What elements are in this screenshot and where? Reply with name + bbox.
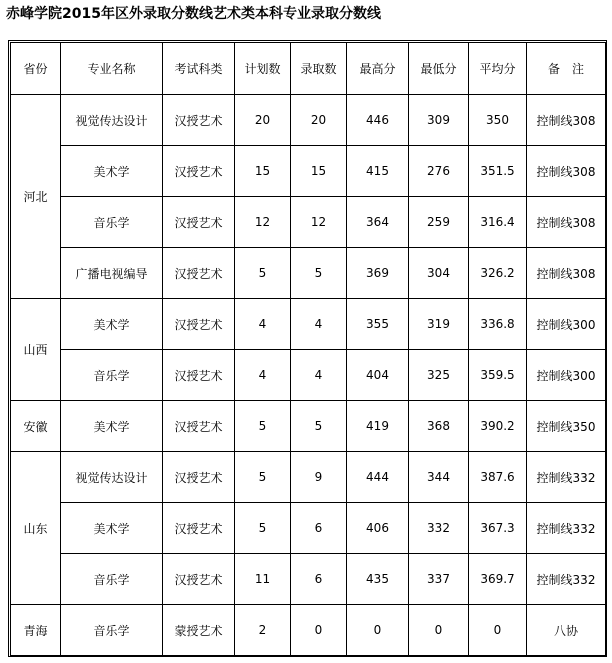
admitted-count-cell: 20	[291, 95, 347, 146]
page-title: 赤峰学院2015年区外录取分数线艺术类本科专业录取分数线	[6, 6, 381, 22]
major-cell: 音乐学	[61, 554, 163, 605]
admitted-count-cell: 0	[291, 605, 347, 656]
max-score-cell: 406	[347, 503, 409, 554]
subject-type-cell: 汉授艺术	[163, 299, 235, 350]
note-cell: 控制线308	[527, 248, 606, 299]
plan-count-cell: 2	[235, 605, 291, 656]
header-row	[11, 43, 606, 95]
avg-score-cell: 326.2	[469, 248, 527, 299]
max-score-cell: 0	[347, 605, 409, 656]
avg-score-cell: 336.8	[469, 299, 527, 350]
plan-count-cell: 5	[235, 452, 291, 503]
avg-score-cell: 316.4	[469, 197, 527, 248]
note-cell: 控制线332	[527, 503, 606, 554]
avg-score-cell: 0	[469, 605, 527, 656]
max-score-cell: 364	[347, 197, 409, 248]
note-cell: 控制线308	[527, 146, 606, 197]
max-score-cell: 404	[347, 350, 409, 401]
table-row	[11, 350, 606, 401]
table-row	[11, 146, 606, 197]
header-cell: 最高分	[347, 43, 409, 95]
min-score-cell: 304	[409, 248, 469, 299]
min-score-cell: 259	[409, 197, 469, 248]
note-cell: 控制线350	[527, 401, 606, 452]
table-row	[11, 503, 606, 554]
max-score-cell: 355	[347, 299, 409, 350]
note-cell: 控制线308	[527, 95, 606, 146]
major-cell: 视觉传达设计	[61, 95, 163, 146]
plan-count-cell: 5	[235, 503, 291, 554]
min-score-cell: 319	[409, 299, 469, 350]
note-cell: 八协	[527, 605, 606, 656]
min-score-cell: 368	[409, 401, 469, 452]
max-score-cell: 419	[347, 401, 409, 452]
header-cell: 录取数	[291, 43, 347, 95]
major-cell: 音乐学	[61, 605, 163, 656]
max-score-cell: 444	[347, 452, 409, 503]
table-row	[11, 197, 606, 248]
subject-type-cell: 汉授艺术	[163, 95, 235, 146]
province-cell: 山东	[11, 452, 61, 605]
subject-type-cell: 汉授艺术	[163, 350, 235, 401]
major-cell: 视觉传达设计	[61, 452, 163, 503]
avg-score-cell: 359.5	[469, 350, 527, 401]
major-cell: 美术学	[61, 146, 163, 197]
avg-score-cell: 387.6	[469, 452, 527, 503]
table-row	[11, 299, 606, 350]
major-cell: 音乐学	[61, 350, 163, 401]
max-score-cell: 446	[347, 95, 409, 146]
major-cell: 美术学	[61, 503, 163, 554]
table-row	[11, 452, 606, 503]
plan-count-cell: 4	[235, 299, 291, 350]
subject-type-cell: 汉授艺术	[163, 248, 235, 299]
min-score-cell: 309	[409, 95, 469, 146]
min-score-cell: 325	[409, 350, 469, 401]
subject-type-cell: 蒙授艺术	[163, 605, 235, 656]
header-cell: 备 注	[527, 43, 606, 95]
plan-count-cell: 4	[235, 350, 291, 401]
major-cell: 音乐学	[61, 197, 163, 248]
max-score-cell: 435	[347, 554, 409, 605]
admitted-count-cell: 5	[291, 248, 347, 299]
plan-count-cell: 11	[235, 554, 291, 605]
admitted-count-cell: 5	[291, 401, 347, 452]
avg-score-cell: 350	[469, 95, 527, 146]
min-score-cell: 332	[409, 503, 469, 554]
min-score-cell: 344	[409, 452, 469, 503]
admitted-count-cell: 4	[291, 299, 347, 350]
admitted-count-cell: 12	[291, 197, 347, 248]
avg-score-cell: 351.5	[469, 146, 527, 197]
admitted-count-cell: 9	[291, 452, 347, 503]
province-cell: 山西	[11, 299, 61, 401]
plan-count-cell: 5	[235, 401, 291, 452]
min-score-cell: 276	[409, 146, 469, 197]
max-score-cell: 369	[347, 248, 409, 299]
admitted-count-cell: 15	[291, 146, 347, 197]
header-cell: 专业名称	[61, 43, 163, 95]
note-cell: 控制线300	[527, 299, 606, 350]
province-cell: 青海	[11, 605, 61, 656]
plan-count-cell: 15	[235, 146, 291, 197]
plan-count-cell: 20	[235, 95, 291, 146]
province-cell: 河北	[11, 95, 61, 299]
note-cell: 控制线332	[527, 452, 606, 503]
plan-count-cell: 12	[235, 197, 291, 248]
major-cell: 广播电视编导	[61, 248, 163, 299]
major-cell: 美术学	[61, 299, 163, 350]
avg-score-cell: 390.2	[469, 401, 527, 452]
note-cell: 控制线332	[527, 554, 606, 605]
subject-type-cell: 汉授艺术	[163, 452, 235, 503]
note-cell: 控制线300	[527, 350, 606, 401]
subject-type-cell: 汉授艺术	[163, 197, 235, 248]
avg-score-cell: 367.3	[469, 503, 527, 554]
header-cell: 考试科类	[163, 43, 235, 95]
header-cell: 最低分	[409, 43, 469, 95]
subject-type-cell: 汉授艺术	[163, 503, 235, 554]
header-cell: 平均分	[469, 43, 527, 95]
admitted-count-cell: 4	[291, 350, 347, 401]
subject-type-cell: 汉授艺术	[163, 401, 235, 452]
major-cell: 美术学	[61, 401, 163, 452]
header-cell: 计划数	[235, 43, 291, 95]
min-score-cell: 0	[409, 605, 469, 656]
subject-type-cell: 汉授艺术	[163, 146, 235, 197]
province-cell: 安徽	[11, 401, 61, 452]
max-score-cell: 415	[347, 146, 409, 197]
avg-score-cell: 369.7	[469, 554, 527, 605]
min-score-cell: 337	[409, 554, 469, 605]
admitted-count-cell: 6	[291, 503, 347, 554]
header-cell: 省份	[11, 43, 61, 95]
plan-count-cell: 5	[235, 248, 291, 299]
admitted-count-cell: 6	[291, 554, 347, 605]
table-row	[11, 605, 606, 656]
subject-type-cell: 汉授艺术	[163, 554, 235, 605]
table-row	[11, 95, 606, 146]
table-row	[11, 248, 606, 299]
admission-table	[10, 42, 606, 656]
table-row	[11, 401, 606, 452]
table-row	[11, 554, 606, 605]
note-cell: 控制线308	[527, 197, 606, 248]
